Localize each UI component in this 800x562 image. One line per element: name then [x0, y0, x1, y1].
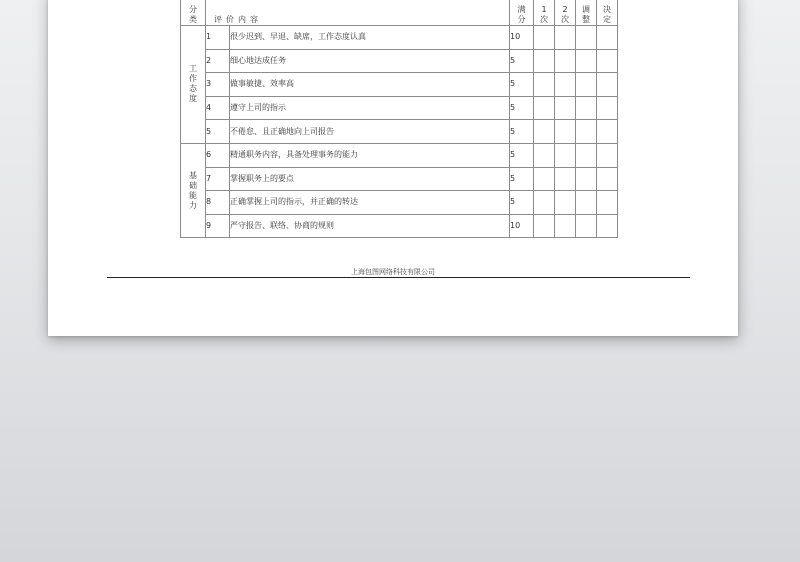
header-adjust-label [576, 5, 596, 25]
table-row [181, 214, 618, 238]
row-content: 正确掌握上司的指示，并正确的转达 [230, 191, 510, 215]
row-round2-cell[interactable] [555, 73, 576, 97]
header-score [510, 0, 534, 26]
header-round1 [534, 0, 555, 26]
row-number: 5 [206, 120, 230, 144]
row-score: 5 [510, 191, 534, 215]
evaluation-table [180, 0, 618, 238]
header-adjust [576, 0, 597, 26]
vertical-char: 1 [541, 5, 547, 14]
row-round2-cell[interactable] [555, 167, 576, 191]
header-score-label [510, 5, 533, 25]
header-round2 [555, 0, 576, 26]
header-round1-label [534, 5, 554, 25]
row-adjust-cell[interactable] [576, 120, 597, 144]
vertical-char: 分 [517, 15, 526, 24]
table-row [181, 143, 618, 167]
row-score: 10 [510, 26, 534, 50]
category-label [181, 64, 205, 104]
table-row [181, 73, 618, 97]
row-number: 6 [206, 143, 230, 167]
row-final-cell[interactable] [597, 143, 618, 167]
vertical-char: 整 [582, 15, 590, 24]
header-round2-label [555, 5, 575, 25]
row-score: 5 [510, 73, 534, 97]
row-adjust-cell[interactable] [576, 191, 597, 215]
row-number: 3 [206, 73, 230, 97]
row-adjust-cell[interactable] [576, 96, 597, 120]
row-round2-cell[interactable] [555, 96, 576, 120]
row-round1-cell[interactable] [534, 167, 555, 191]
vertical-char: 满 [517, 5, 526, 14]
row-round2-cell[interactable] [555, 191, 576, 215]
header-category [181, 0, 206, 26]
footer-company: 上海包图网络科技有限公司 [351, 268, 435, 276]
vertical-char: 分 [189, 5, 197, 14]
row-number: 9 [206, 214, 230, 238]
row-score: 5 [510, 96, 534, 120]
vertical-char: 类 [189, 15, 197, 24]
vertical-char: 调 [582, 5, 590, 14]
row-final-cell[interactable] [597, 120, 618, 144]
row-final-cell[interactable] [597, 26, 618, 50]
row-score: 5 [510, 120, 534, 144]
vertical-char: 工 [189, 64, 197, 74]
row-adjust-cell[interactable] [576, 26, 597, 50]
row-number: 8 [206, 191, 230, 215]
row-round1-cell[interactable] [534, 96, 555, 120]
row-content: 遵守上司的指示 [230, 96, 510, 120]
vertical-char: 力 [189, 200, 197, 210]
row-round1-cell[interactable] [534, 73, 555, 97]
row-content: 细心地达成任务 [230, 49, 510, 73]
table-row [181, 26, 618, 50]
category-basic-ability [181, 143, 206, 237]
row-final-cell[interactable] [597, 214, 618, 238]
table-row [181, 49, 618, 73]
row-content: 不倦怠、且正确地向上司报告 [230, 120, 510, 144]
vertical-char: 次 [561, 15, 569, 24]
row-round1-cell[interactable] [534, 26, 555, 50]
row-final-cell[interactable] [597, 96, 618, 120]
row-round1-cell[interactable] [534, 143, 555, 167]
row-round2-cell[interactable] [555, 120, 576, 144]
table-row [181, 120, 618, 144]
row-adjust-cell[interactable] [576, 143, 597, 167]
header-category-label [181, 5, 205, 25]
table-header-row [181, 0, 618, 26]
document-page [48, 0, 738, 336]
row-score: 10 [510, 214, 534, 238]
row-round2-cell[interactable] [555, 49, 576, 73]
vertical-char: 决 [603, 5, 611, 14]
row-round1-cell[interactable] [534, 120, 555, 144]
vertical-char: 基 [189, 170, 197, 180]
header-final [597, 0, 618, 26]
row-number: 1 [206, 26, 230, 50]
row-content: 严守报告、联络、协商的规则 [230, 214, 510, 238]
vertical-char: 础 [189, 180, 197, 190]
vertical-char: 定 [603, 15, 611, 24]
row-number: 7 [206, 167, 230, 191]
table-row [181, 167, 618, 191]
row-round1-cell[interactable] [534, 191, 555, 215]
row-round2-cell[interactable] [555, 143, 576, 167]
row-score: 5 [510, 49, 534, 73]
header-content: 评价内容 [206, 0, 510, 26]
row-adjust-cell[interactable] [576, 49, 597, 73]
row-content: 精通职务内容，具备处理事务的能力 [230, 143, 510, 167]
row-round1-cell[interactable] [534, 49, 555, 73]
vertical-char: 次 [540, 15, 548, 24]
row-score: 5 [510, 167, 534, 191]
row-final-cell[interactable] [597, 49, 618, 73]
vertical-char: 能 [189, 190, 197, 200]
row-content: 很少迟到、早退、缺席，工作态度认真 [230, 26, 510, 50]
row-final-cell[interactable] [597, 167, 618, 191]
row-content: 掌握职务上的要点 [230, 167, 510, 191]
row-score: 5 [510, 143, 534, 167]
category-work-attitude [181, 26, 206, 144]
row-round2-cell[interactable] [555, 214, 576, 238]
footer-divider [107, 277, 690, 278]
vertical-char: 作 [189, 74, 197, 84]
row-final-cell[interactable] [597, 191, 618, 215]
row-adjust-cell[interactable] [576, 167, 597, 191]
row-number: 4 [206, 96, 230, 120]
vertical-char: 态 [189, 84, 197, 94]
vertical-char: 2 [562, 5, 568, 14]
row-final-cell[interactable] [597, 73, 618, 97]
header-final-label [597, 5, 617, 25]
row-adjust-cell[interactable] [576, 214, 597, 238]
row-number: 2 [206, 49, 230, 73]
row-round2-cell[interactable] [555, 26, 576, 50]
table-row [181, 191, 618, 215]
row-content: 做事敏捷、效率高 [230, 73, 510, 97]
table-row [181, 96, 618, 120]
vertical-char: 度 [189, 94, 197, 104]
row-adjust-cell[interactable] [576, 73, 597, 97]
row-round1-cell[interactable] [534, 214, 555, 238]
category-label [181, 171, 205, 211]
